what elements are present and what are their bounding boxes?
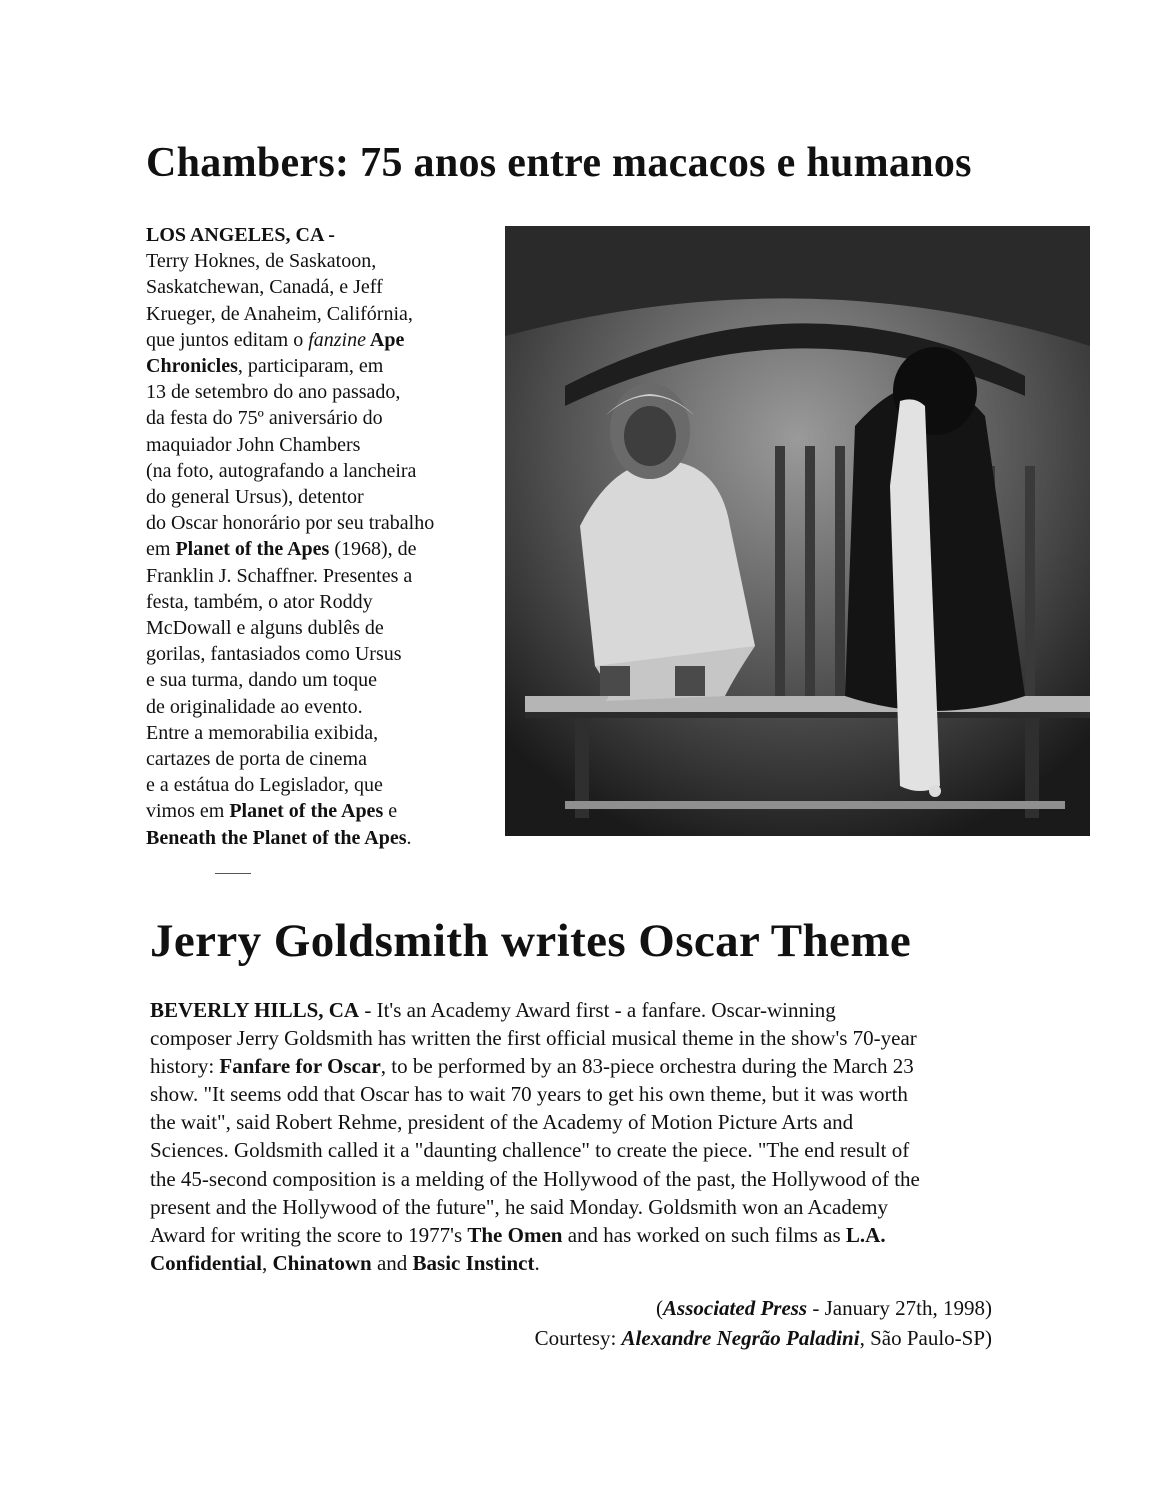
ape-chronicles-title: Chronicles (146, 355, 238, 378)
body-line: de originalidade ao evento. (146, 695, 363, 718)
body-line: do Oscar honorário por seu trabalho (146, 512, 435, 535)
photo-chambers-gorilla (505, 226, 1090, 836)
body-line: Terry Hoknes, de Saskatoon, (146, 250, 377, 273)
fanzine-term: fanzine (308, 328, 366, 351)
body-line: the 45-second composition is a melding of the Hollywood of the past, the Hollywood of the (150, 1166, 920, 1191)
body-line: Entre a memorabilia exibida, (146, 721, 379, 744)
body-line: Franklin J. Schaffner. Presentes a (146, 564, 413, 587)
body-line: gorilas, fantasiados como Ursus (146, 643, 402, 666)
body-line: the wait", said Robert Rehme, president of the Academy of Motion Picture Arts and (150, 1110, 854, 1135)
body-line: 13 de setembro do ano passado, (146, 381, 401, 404)
body-line: BEVERLY HILLS, CA - It's an Academy Award first - a fanfare. Oscar-winning (150, 998, 836, 1022)
body-line: do general Ursus), detentor (146, 486, 364, 509)
body-line: que juntos editam o fanzine Ape (146, 328, 405, 351)
film-title: The Omen (467, 1222, 563, 1247)
source-credit: (Associated Press - January 27th, 1998) (656, 1296, 992, 1320)
body-line: maquiador John Chambers (146, 433, 361, 456)
body-line: McDowall e alguns dublês de (146, 617, 384, 640)
courtesy-credit: Courtesy: Alexandre Negrão Paladini, São Paulo-SP) (534, 1326, 992, 1350)
film-title: Beneath the Planet of the Apes (146, 826, 407, 849)
body-line: present and the Hollywood of the future", he said Monday. Goldsmith won an Academy (150, 1194, 888, 1219)
dateline-los-angeles: LOS ANGELES, CA - (146, 224, 335, 246)
film-title: Planet of the Apes (229, 800, 384, 823)
film-title: Confidential (150, 1250, 263, 1275)
credits (400, 1293, 992, 1353)
body-line: vimos em Planet of the Apes e (146, 800, 398, 823)
photo-illustration (505, 226, 1090, 836)
body-line: festa, também, o ator Roddy (146, 590, 373, 613)
section-separator (215, 873, 251, 874)
body-line: e a estátua do Legislador, que (146, 774, 383, 797)
headline-goldsmith: Jerry Goldsmith writes Oscar Theme (150, 915, 912, 967)
body-line: Saskatchewan, Canadá, e Jeff (146, 276, 383, 299)
body-line: Confidential, Chinatown and Basic Instinct. (150, 1250, 540, 1275)
body-line: em Planet of the Apes (1968), de (146, 538, 417, 561)
film-title: Chinatown (272, 1250, 372, 1275)
body-line: history: Fanfare for Oscar, to be performed by an 83-piece orchestra during the March 23 (150, 1054, 914, 1079)
article-goldsmith-body (150, 996, 1030, 1277)
body-line: Award for writing the score to 1977's The Omen and has worked on such films as L.A. (150, 1222, 886, 1247)
body-line: show. "It seems odd that Oscar has to wait 70 years to get his own theme, but it was worth (150, 1082, 908, 1107)
dateline-beverly-hills: BEVERLY HILLS, CA (150, 998, 360, 1022)
fanfare-title: Fanfare for Oscar (219, 1054, 381, 1079)
body-line: da festa do 75º aniversário do (146, 407, 383, 430)
body-line: e sua turma, dando um toque (146, 669, 378, 692)
source-name: Associated Press (663, 1296, 808, 1320)
body-line: Sciences. Goldsmith called it a "daunting challence" to create the piece. "The end result of (150, 1138, 910, 1163)
body-line: Beneath the Planet of the Apes. (146, 826, 412, 849)
headline-chambers: Chambers: 75 anos entre macacos e humanos (146, 140, 972, 186)
body-line: (na foto, autografando a lancheira (146, 459, 417, 482)
body-line: Krueger, de Anaheim, Califórnia, (146, 302, 413, 325)
film-title: Planet of the Apes (175, 538, 330, 561)
film-title: L.A. (845, 1222, 886, 1247)
film-title: Basic Instinct (412, 1250, 535, 1275)
courtesy-name: Alexandre Negrão Paladini (621, 1326, 860, 1350)
body-line: cartazes de porta de cinema (146, 748, 367, 771)
body-line: Chronicles, participaram, em (146, 355, 384, 378)
body-line: composer Jerry Goldsmith has written the first official musical theme in the show's 70-year (150, 1026, 917, 1051)
article-chambers-body (146, 222, 491, 851)
